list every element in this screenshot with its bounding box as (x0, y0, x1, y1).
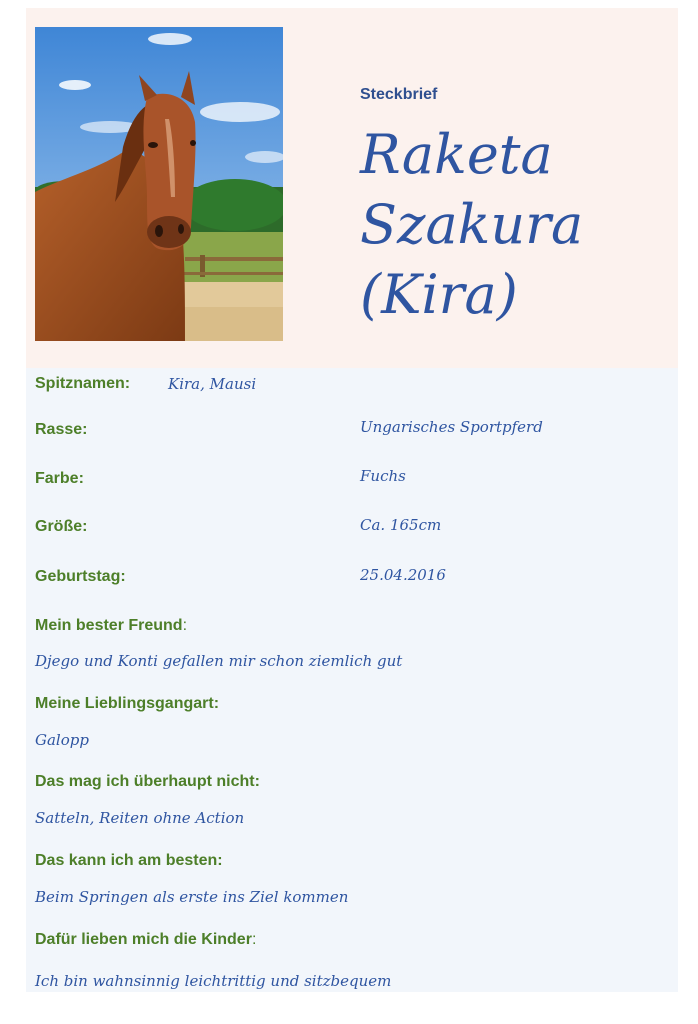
title-line-1: Raketa (360, 123, 553, 186)
farbe-label: Farbe: (35, 470, 84, 487)
geburtstag-label: Geburtstag: (35, 568, 126, 585)
best-friend-label: Mein bester Freund (35, 617, 183, 634)
spitznamen-label: Spitznamen: (35, 375, 131, 392)
groesse-label: Größe: (35, 518, 88, 535)
kids-love-value: Ich bin wahnsinnig leichtrittig und sitzbequem (35, 972, 392, 990)
rasse-value: Ungarisches Sportpferd (360, 418, 543, 436)
title-line-3: (Kira) (360, 263, 518, 326)
favorite-gait-value: Galopp (35, 731, 89, 749)
document-kicker: Steckbrief (360, 86, 438, 103)
geburtstag-value: 25.04.2016 (360, 566, 446, 584)
farbe-value: Fuchs (360, 467, 406, 485)
best-skill-value: Beim Springen als erste ins Ziel kommen (35, 888, 349, 906)
best-friend-value: Djego und Konti gefallen mir schon ziemlich gut (35, 652, 403, 670)
best-friend-colon: : (182, 617, 188, 634)
kids-love-colon: : (251, 931, 257, 948)
horse-photo (35, 27, 283, 341)
spitznamen-value: Kira, Mausi (168, 375, 257, 393)
groesse-value: Ca. 165cm (360, 516, 442, 534)
dislike-label: Das mag ich überhaupt nicht: (35, 773, 260, 790)
dislike-value: Satteln, Reiten ohne Action (35, 809, 245, 827)
horse-name-title (360, 120, 670, 330)
favorite-gait-label: Meine Lieblingsgangart: (35, 695, 220, 712)
best-friend-heading (35, 617, 187, 635)
title-line-2: Szakura (360, 193, 584, 256)
kids-love-label: Dafür lieben mich die Kinder (35, 931, 252, 948)
best-skill-label: Das kann ich am besten: (35, 852, 223, 869)
kids-love-heading (35, 931, 256, 949)
rasse-label: Rasse: (35, 421, 88, 438)
